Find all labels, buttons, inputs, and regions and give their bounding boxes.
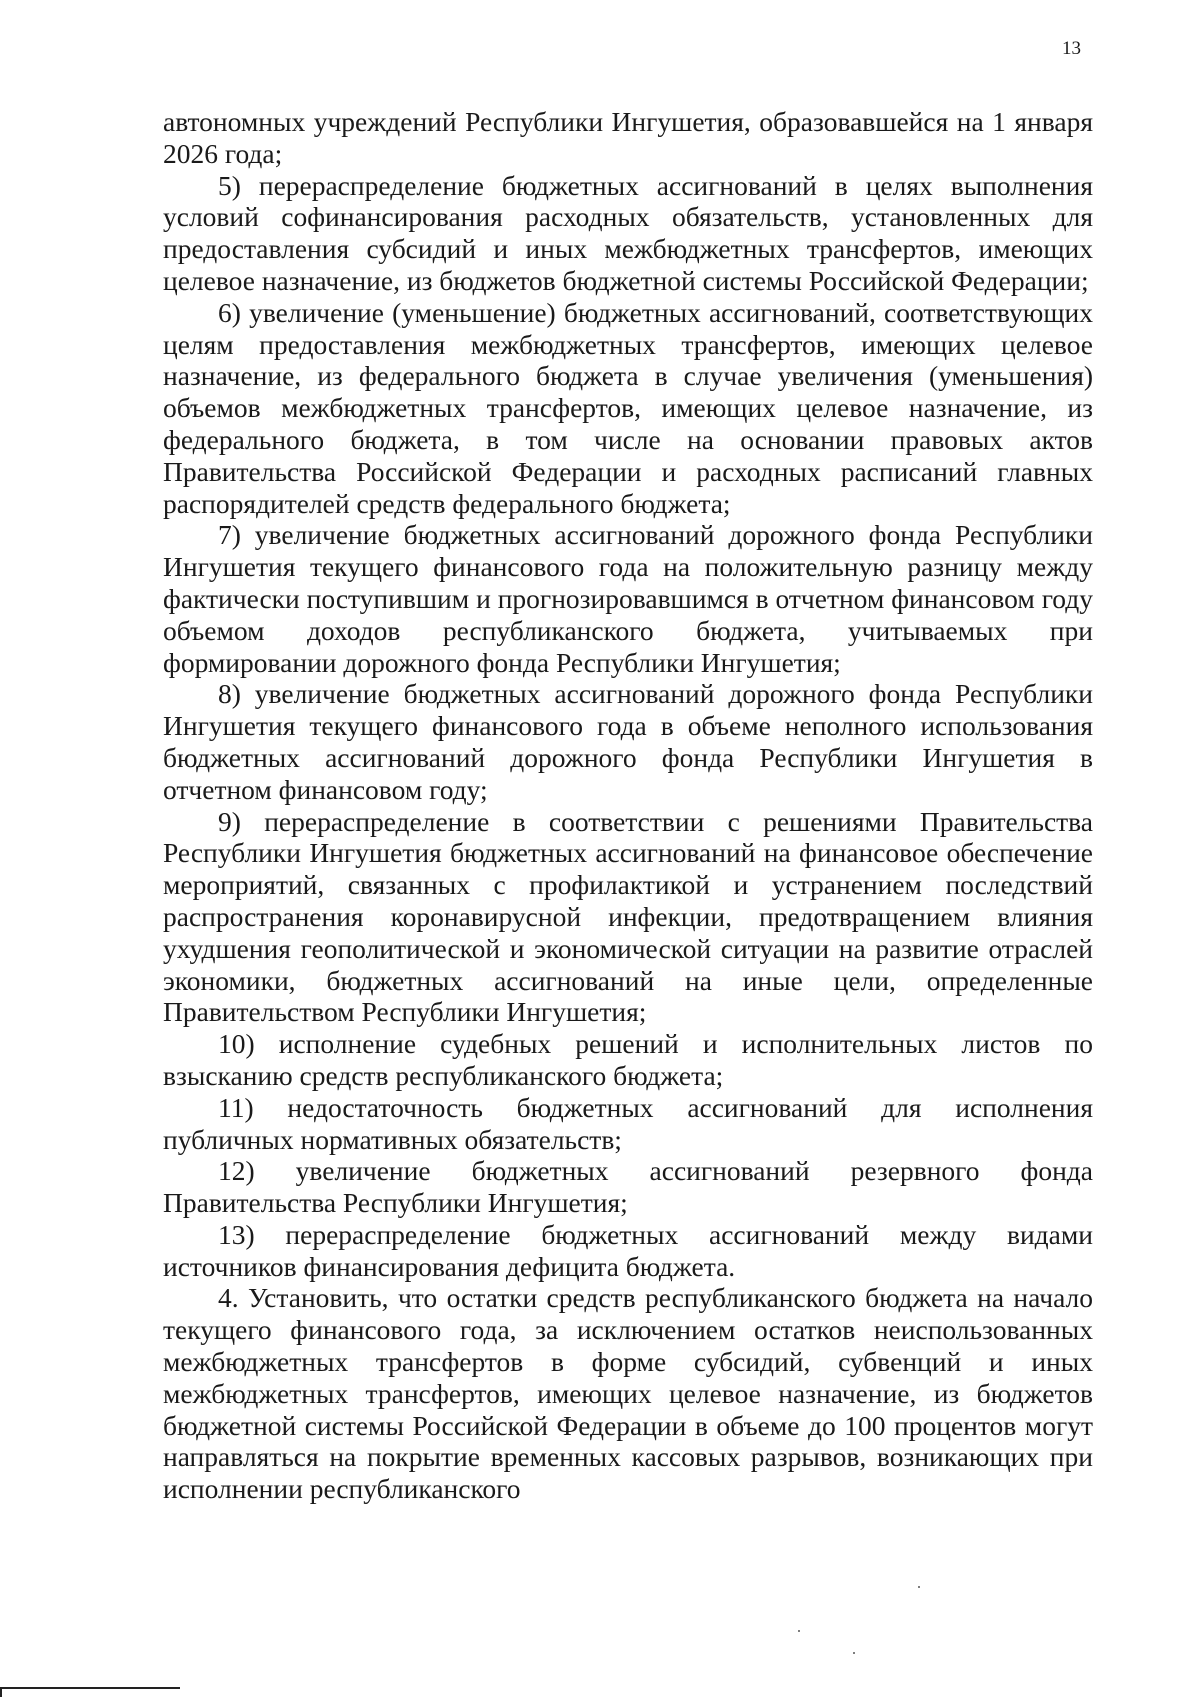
page-number: 13 <box>1062 38 1081 59</box>
paragraph-clause-4: 4. Установить, что остатки средств республиканского бюджета на начало текущего финансового года, за исключением остатков неиспользованных межбюджетных трансфертов в форме субсидий, субвенций и иных межбюджетных трансфертов, имеющих целевое назначение, из бюджетов бюджетной системы Российской Федерации в объеме до 100 процентов могут направляться на покрытие временных кассовых разрывов, возникающих при исполнении республиканского <box>163 1282 1093 1505</box>
paragraph-item-9: 9) перераспределение в соответствии с решениями Правительства Республики Ингушетия бюджетных ассигнований на финансовое обеспечение мероприятий, связанных с профилактикой и устранением последствий распространения коронавирусной инфекции, предотвращением влияния ухудшения геополитической и экономической ситуации на развитие отраслей экономики, бюджетных ассигнований на иные цели, определенные Правительством Республики Ингушетия; <box>163 805 1093 1028</box>
document-body <box>163 106 1093 1505</box>
paragraph-item-10: 10) исполнение судебных решений и исполнительных листов по взысканию средств республиканского бюджета; <box>163 1028 1093 1091</box>
scan-edge-mark-vertical <box>0 1687 2 1697</box>
paragraph-continuation: автономных учреждений Республики Ингушетия, образовавшейся на 1 января 2026 года; <box>163 106 1093 169</box>
paragraph-item-13: 13) перераспределение бюджетных ассигнований между видами источников финансирования дефицита бюджета. <box>163 1218 1093 1282</box>
paragraph-item-11: 11) недостаточность бюджетных ассигнований для исполнения публичных нормативных обязательств; <box>163 1091 1093 1155</box>
paragraph-item-5: 5) перераспределение бюджетных ассигнований в целях выполнения условий софинансирования расходных обязательств, установленных для предоставления субсидий и иных межбюджетных трансфертов, имеющих целевое назначение, из бюджетов бюджетной системы Российской Федерации; <box>163 169 1093 296</box>
paragraph-item-8: 8) увеличение бюджетных ассигнований дорожного фонда Республики Ингушетия текущего финансового года в объеме неполного использования бюджетных ассигнований дорожного фонда Республики Ингушетия в отчетном финансовом году; <box>163 678 1093 805</box>
paragraph-item-12: 12) увеличение бюджетных ассигнований резервного фонда Правительства Республики Ингушетия; <box>163 1155 1093 1219</box>
paragraph-item-7: 7) увеличение бюджетных ассигнований дорожного фонда Республики Ингушетия текущего финансового года на положительную разницу между фактически поступившим и прогнозировавшимся в отчетном финансовом году объемом доходов республиканского бюджета, учитываемых при формировании дорожного фонда Республики Ингушетия; <box>163 519 1093 678</box>
scan-speck <box>853 1652 855 1654</box>
paragraph-item-6: 6) увеличение (уменьшение) бюджетных ассигнований, соответствующих целям предоставления межбюджетных трансфертов, имеющих целевое назначение, из федерального бюджета в случае увеличения (уменьшения) объемов межбюджетных трансфертов, имеющих целевое назначение, из федерального бюджета, в том числе на основании правовых актов Правительства Российской Федерации и расходных расписаний главных распорядителей средств федерального бюджета; <box>163 296 1093 519</box>
scan-edge-mark <box>0 1687 180 1689</box>
scan-speck <box>918 1586 920 1588</box>
scan-speck <box>798 1630 800 1632</box>
